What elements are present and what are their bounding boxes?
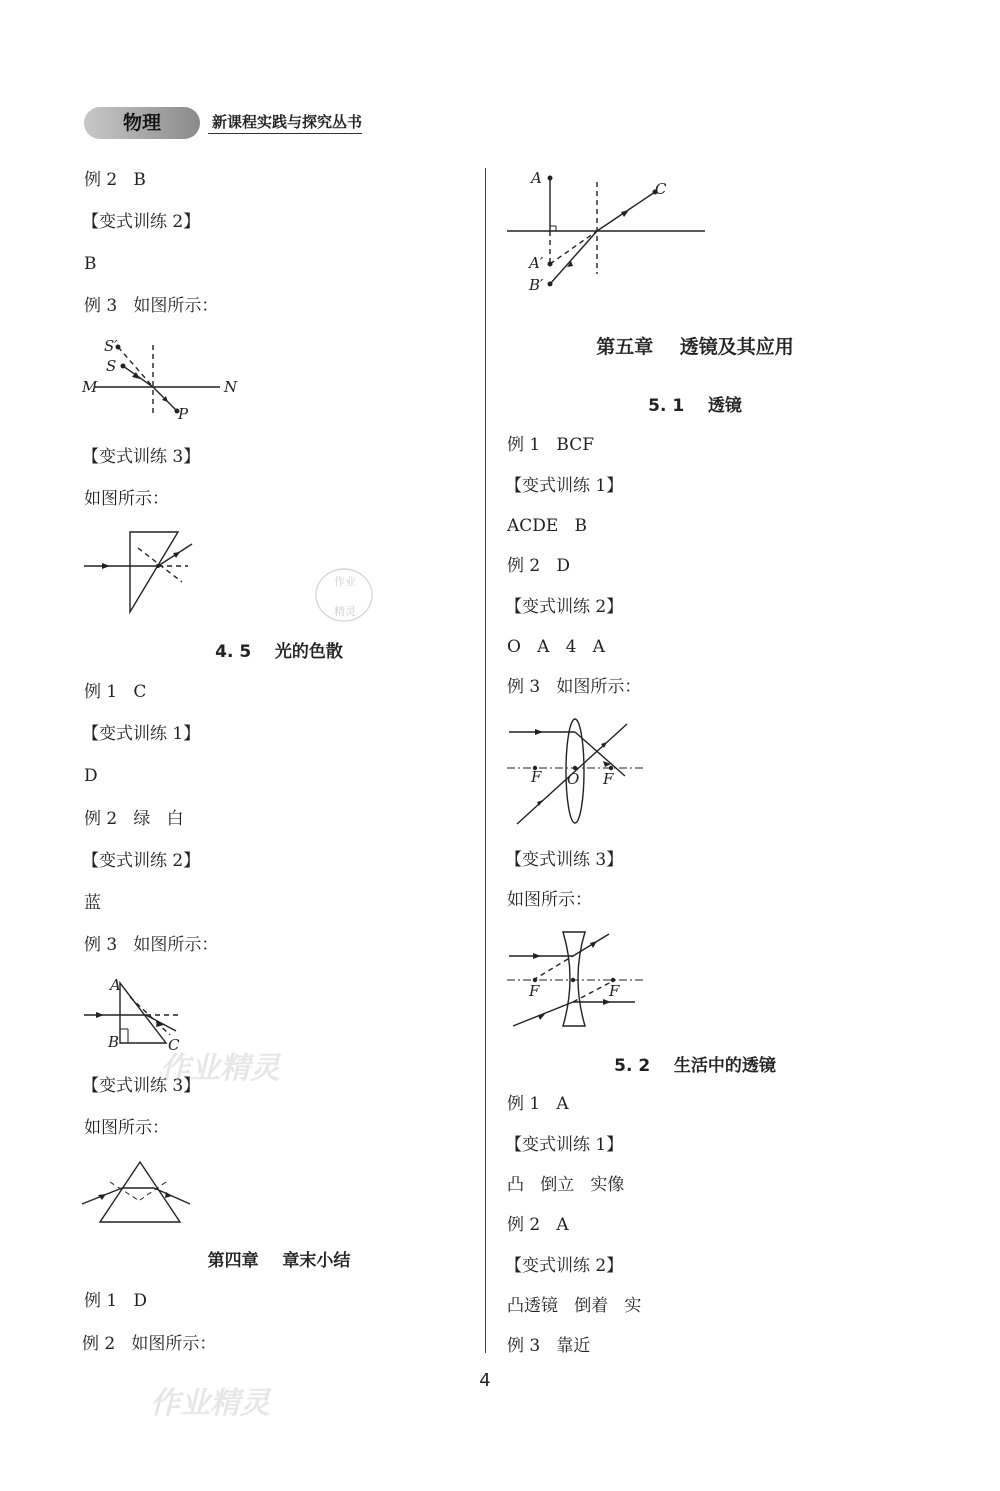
label-a: A [531, 169, 542, 187]
answer-line: O A 4 A [507, 637, 605, 657]
exercise-label: 【变式训练 2】 [82, 212, 201, 232]
label-s: S [106, 357, 117, 375]
label-c: C [655, 180, 667, 198]
answer-line: 例 3 靠近 [507, 1336, 591, 1356]
answer-line: 例 3 如图所示： [84, 296, 219, 316]
label-f-right: F [609, 982, 620, 1000]
diagram-triangular-prism [80, 1158, 200, 1228]
answer-line: 例 2 D [507, 556, 571, 576]
label-o: O [567, 770, 580, 788]
diagram-mirror-reflection [80, 335, 250, 425]
answer-line: B [84, 254, 97, 274]
diagram-mirror-image [505, 168, 715, 298]
answer-line: 例 2 B [84, 170, 146, 190]
exercise-label: 【变式训练 1】 [505, 476, 624, 496]
answer-line: 如图所示： [507, 890, 592, 910]
answer-line: 例 2 A [507, 1215, 569, 1235]
answer-line: 例 1 C [84, 682, 147, 702]
watermark-text: 作业精灵 [160, 1051, 280, 1086]
label-a-prime: A′ [529, 254, 544, 272]
answer-line: 例 1 A [507, 1094, 569, 1114]
diagram-concave-lens [505, 928, 655, 1028]
watermark-stamp [312, 565, 382, 625]
answer-line: 例 1 D [84, 1291, 148, 1311]
label-f-right: F [603, 770, 614, 788]
answer-line: 如图所示： [84, 1118, 169, 1138]
answer-line: 例 1 BCF [507, 435, 595, 455]
page-number: 4 [479, 1370, 491, 1391]
exercise-label: 【变式训练 1】 [505, 1135, 624, 1155]
section-heading: 5. 2 生活中的透镜 [614, 1056, 776, 1076]
exercise-label: 【变式训练 3】 [82, 1076, 201, 1096]
answer-line: D [84, 766, 98, 786]
chapter-heading: 第五章 透镜及其应用 [596, 336, 794, 358]
label-c: C [168, 1036, 180, 1054]
label-m: M [82, 378, 98, 396]
label-s-prime: S′ [104, 337, 118, 355]
watermark-stamp-top: 作业 [334, 575, 356, 588]
diagram-right-prism [80, 975, 200, 1055]
answer-line: ACDE B [507, 516, 588, 536]
section-heading: 第四章 章末小结 [207, 1251, 351, 1271]
label-b-prime: B′ [529, 276, 544, 294]
section-heading: 5. 1 透镜 [648, 396, 742, 416]
header-series-title: 新课程实践与探究丛书 [212, 113, 363, 131]
answer-line: 如图所示： [84, 489, 169, 509]
exercise-label: 【变式训练 2】 [505, 597, 624, 617]
answer-line: 例 3 如图所示： [507, 677, 642, 697]
answer-line: 蓝 [84, 893, 101, 913]
exercise-label: 【变式训练 3】 [505, 850, 624, 870]
answer-line: 例 3 如图所示： [84, 935, 219, 955]
answer-line: 例 2 绿 白 [84, 809, 184, 829]
answer-line: 凸透镜 倒着 实 [507, 1296, 642, 1316]
watermark-stamp-bottom: 精灵 [334, 605, 356, 618]
header-subject: 物理 [122, 112, 161, 134]
exercise-label: 【变式训练 3】 [82, 447, 201, 467]
exercise-label: 【变式训练 2】 [82, 851, 201, 871]
label-n: N [224, 378, 238, 396]
label-b: B [108, 1033, 120, 1051]
answer-line: 凸 倒立 实像 [507, 1175, 625, 1195]
label-p: P [178, 405, 189, 423]
diagram-glass-prism-refraction [80, 528, 210, 618]
label-a: A [110, 976, 121, 994]
answer-line: 例 2 如图所示： [82, 1334, 217, 1354]
label-f-left: F [529, 982, 540, 1000]
watermark-text: 作业精灵 [150, 1386, 270, 1421]
header-underline [208, 133, 362, 134]
column-divider [485, 168, 486, 1353]
exercise-label: 【变式训练 2】 [505, 1256, 624, 1276]
label-f-left: F [531, 768, 542, 786]
exercise-label: 【变式训练 1】 [82, 724, 201, 744]
diagram-convex-lens [505, 716, 655, 831]
section-heading: 4. 5 光的色散 [215, 642, 343, 662]
